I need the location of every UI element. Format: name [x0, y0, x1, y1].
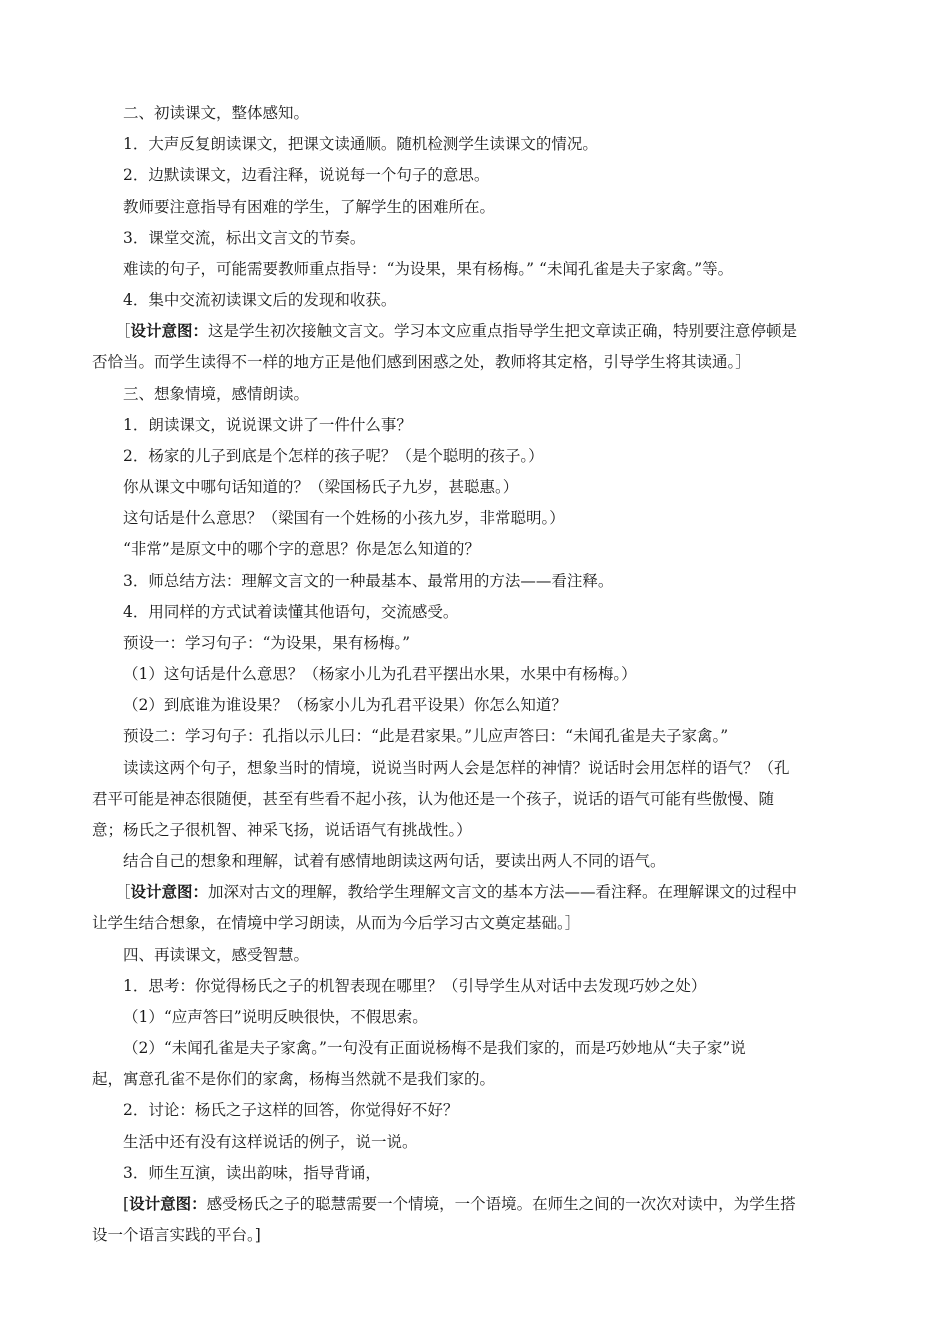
paragraph: 这句话是什么意思？（梁国有一个姓杨的小孩九岁，非常聪明。）	[123, 509, 565, 527]
paragraph: 难读的句子，可能需要教师重点指导：“为设果，果有杨梅。” “未闻孔雀是夫子家禽。”等。	[123, 260, 734, 278]
paragraph: 读读这两个句子，想象当时的情境，说说当时两人会是怎样的神情？说话时会用怎样的语气？（孔	[123, 759, 790, 777]
design-intent-text: 加深对古文的理解，教给学生理解文言文的基本方法——看注释。在理解课文的过程中	[208, 883, 798, 901]
paragraph: 意；杨氏之子很机智、神采飞扬，说话语气有挑战性。）	[92, 821, 472, 839]
design-intent-text: 感受杨氏之子的聪慧需要一个情境，一个语境。在师生之间的一次次对读中，为学生搭	[206, 1195, 796, 1213]
paragraph: 预设一：学习句子：“为设果，果有杨梅。”	[123, 634, 411, 652]
paragraph: 结合自己的想象和理解，试着有感情地朗读这两句话，要读出两人不同的语气。	[123, 852, 666, 870]
paragraph: 2．边默读课文，边看注释，说说每一个句子的意思。	[123, 166, 490, 184]
design-intent-label: 设计意图：	[130, 882, 209, 901]
paragraph: 设一个语言实践的平台。]	[92, 1226, 261, 1244]
paragraph: 让学生结合想象，在情境中学习朗读，从而为今后学习古文奠定基础。］	[92, 914, 581, 932]
paragraph: 4．用同样的方式试着读懂其他语句，交流感受。	[123, 603, 459, 621]
paragraph: （1）这句话是什么意思？（杨家小儿为孔君平摆出水果，水果中有杨梅。）	[123, 665, 637, 683]
paragraph: 生活中还有没有这样说话的例子，说一说。	[123, 1133, 418, 1151]
paragraph: （2）“未闻孔雀是夫子家禽。”一句没有正面说杨梅不是我们家的，而是巧妙地从“夫子家”说	[123, 1039, 746, 1057]
bracket: [	[123, 1195, 130, 1213]
paragraph: 1．大声反复朗读课文，把课文读通顺。随机检测学生读课文的情况。	[123, 135, 598, 153]
design-intent-label: 设计意图：	[130, 321, 209, 340]
paragraph: 1．思考：你觉得杨氏之子的机智表现在哪里？（引导学生从对话中去发现巧妙之处）	[123, 977, 707, 995]
paragraph: 2．讨论：杨氏之子这样的回答，你觉得好不好？	[123, 1101, 459, 1119]
design-intent-note	[115, 881, 797, 903]
paragraph: 否恰当。而学生读得不一样的地方正是他们感到困惑之处，教师将其定格，引导学生将其读通。］	[92, 353, 751, 371]
bracket: ［	[115, 322, 131, 340]
section-heading-4: 四、再读课文，感受智慧。	[123, 946, 310, 964]
bracket: ［	[115, 883, 131, 901]
paragraph: 2．杨家的儿子到底是个怎样的孩子呢？（是个聪明的孩子。）	[123, 447, 544, 465]
paragraph: （1）“应声答曰”说明反映很快，不假思索。	[123, 1008, 428, 1026]
design-intent-note	[115, 320, 797, 342]
paragraph: 3．师生互演，读出韵味，指导背诵，	[123, 1164, 381, 1182]
paragraph: 起，寓意孔雀不是你们的家禽，杨梅当然就不是我们家的。	[92, 1070, 496, 1088]
paragraph: 教师要注意指导有困难的学生，了解学生的困难所在。	[123, 198, 496, 216]
paragraph: 3．师总结方法：理解文言文的一种最基本、最常用的方法——看注释。	[123, 572, 614, 590]
paragraph: “非常”是原文中的哪个字的意思？你是怎么知道的？	[123, 540, 480, 558]
section-heading-3: 三、想象情境，感情朗读。	[123, 385, 310, 403]
paragraph: 君平可能是神态很随便，甚至有些看不起小孩，认为他还是一个孩子，说话的语气可能有些傲慢、随	[92, 790, 775, 808]
paragraph: 预设二：学习句子：孔指以示儿曰：“此是君家果。”儿应声答曰：“未闻孔雀是夫子家禽。”	[123, 727, 729, 745]
paragraph: 1．朗读课文，说说课文讲了一件什么事？	[123, 416, 412, 434]
paragraph: 你从课文中哪句话知道的？（梁国杨氏子九岁，甚聪惠。）	[123, 478, 519, 496]
paragraph: 3．课堂交流，标出文言文的节奏。	[123, 229, 366, 247]
design-intent-label: 设计意图：	[129, 1194, 207, 1213]
section-heading-2: 二、初读课文，整体感知。	[123, 104, 310, 122]
paragraph: （2）到底谁为谁设果？（杨家小儿为孔君平设果）你怎么知道？	[123, 696, 567, 714]
design-intent-note	[123, 1193, 796, 1215]
paragraph: 4．集中交流初读课文后的发现和收获。	[123, 291, 397, 309]
design-intent-text: 这是学生初次接触文言文。学习本文应重点指导学生把文章读正确，特别要注意停顿是	[208, 322, 798, 340]
